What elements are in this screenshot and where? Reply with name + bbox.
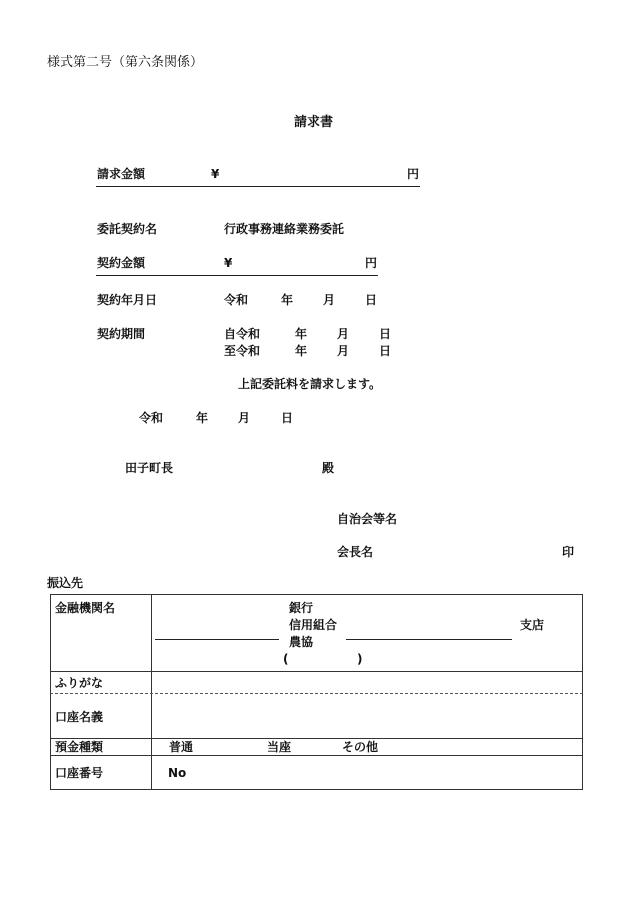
invoice-amount-unit: 円 — [407, 167, 420, 181]
branch-name-underline — [346, 639, 512, 640]
transfer-heading: 振込先 — [47, 576, 84, 590]
deposit-type-label: 預金種類 — [55, 740, 104, 754]
statement: 上記委託料を請求します。 — [238, 377, 382, 391]
bank-type-credit-union: 信用組合 — [289, 618, 338, 632]
contract-period-to-month: 月 — [337, 344, 350, 358]
contract-date-day: 日 — [365, 293, 378, 307]
deposit-type-ordinary: 普通 — [169, 740, 194, 754]
invoice-amount-label: 請求金額 — [97, 167, 146, 181]
request-date-year: 年 — [196, 411, 209, 425]
account-number-prefix: No — [168, 766, 187, 780]
contract-period-from-day: 日 — [379, 327, 392, 341]
contract-period-from-year: 年 — [295, 327, 308, 341]
bank-type-agri-coop: 農協 — [289, 635, 314, 649]
page-title: 請求書 — [294, 115, 334, 130]
request-date-era: 令和 — [139, 411, 164, 425]
row-divider-type — [50, 755, 583, 756]
invoice-amount-underline — [96, 186, 420, 187]
contract-date-era: 令和 — [224, 293, 249, 307]
furigana-label: ふりがな — [55, 676, 104, 690]
paren-close: ) — [357, 652, 363, 666]
branch-label: 支店 — [520, 618, 545, 632]
addressee-name: 田子町長 — [125, 461, 174, 475]
contract-date-month: 月 — [323, 293, 336, 307]
seal-mark: 印 — [562, 545, 575, 559]
contract-period-to-day: 日 — [379, 344, 392, 358]
request-date-day: 日 — [281, 411, 294, 425]
contract-date-label: 契約年月日 — [97, 293, 158, 307]
contract-date-year: 年 — [281, 293, 294, 307]
contract-period-to-era: 至令和 — [224, 344, 261, 358]
bank-label: 金融機関名 — [55, 601, 116, 615]
holder-label: 口座名義 — [55, 710, 104, 724]
account-number-label: 口座番号 — [55, 766, 104, 780]
row-divider-furigana — [50, 693, 583, 694]
contract-amount-unit: 円 — [365, 256, 378, 270]
contract-amount-underline — [96, 275, 378, 276]
addressee-honorific: 殿 — [322, 461, 335, 475]
table-column-divider — [151, 594, 152, 790]
row-divider-holder — [50, 738, 583, 739]
association-label: 自治会等名 — [337, 512, 398, 526]
contract-name-value: 行政事務連絡業務委託 — [224, 222, 345, 236]
paren-open: ( — [283, 652, 289, 666]
contract-period-from-era: 自令和 — [224, 327, 261, 341]
chairman-label: 会長名 — [337, 545, 374, 559]
deposit-type-current: 当座 — [267, 740, 292, 754]
bank-name-underline — [155, 639, 279, 640]
deposit-type-other: その他 — [342, 740, 379, 754]
invoice-amount-yen: ¥ — [211, 167, 220, 181]
row-divider-bank — [50, 671, 583, 672]
contract-period-to-year: 年 — [295, 344, 308, 358]
bank-type-bank: 銀行 — [289, 601, 314, 615]
contract-period-label: 契約期間 — [97, 327, 146, 341]
form-label: 様式第二号（第六条関係） — [47, 55, 204, 70]
contract-amount-yen: ¥ — [224, 256, 233, 270]
request-date-month: 月 — [238, 411, 251, 425]
contract-name-label: 委託契約名 — [97, 222, 158, 236]
contract-amount-label: 契約金額 — [97, 256, 146, 270]
contract-period-from-month: 月 — [337, 327, 350, 341]
